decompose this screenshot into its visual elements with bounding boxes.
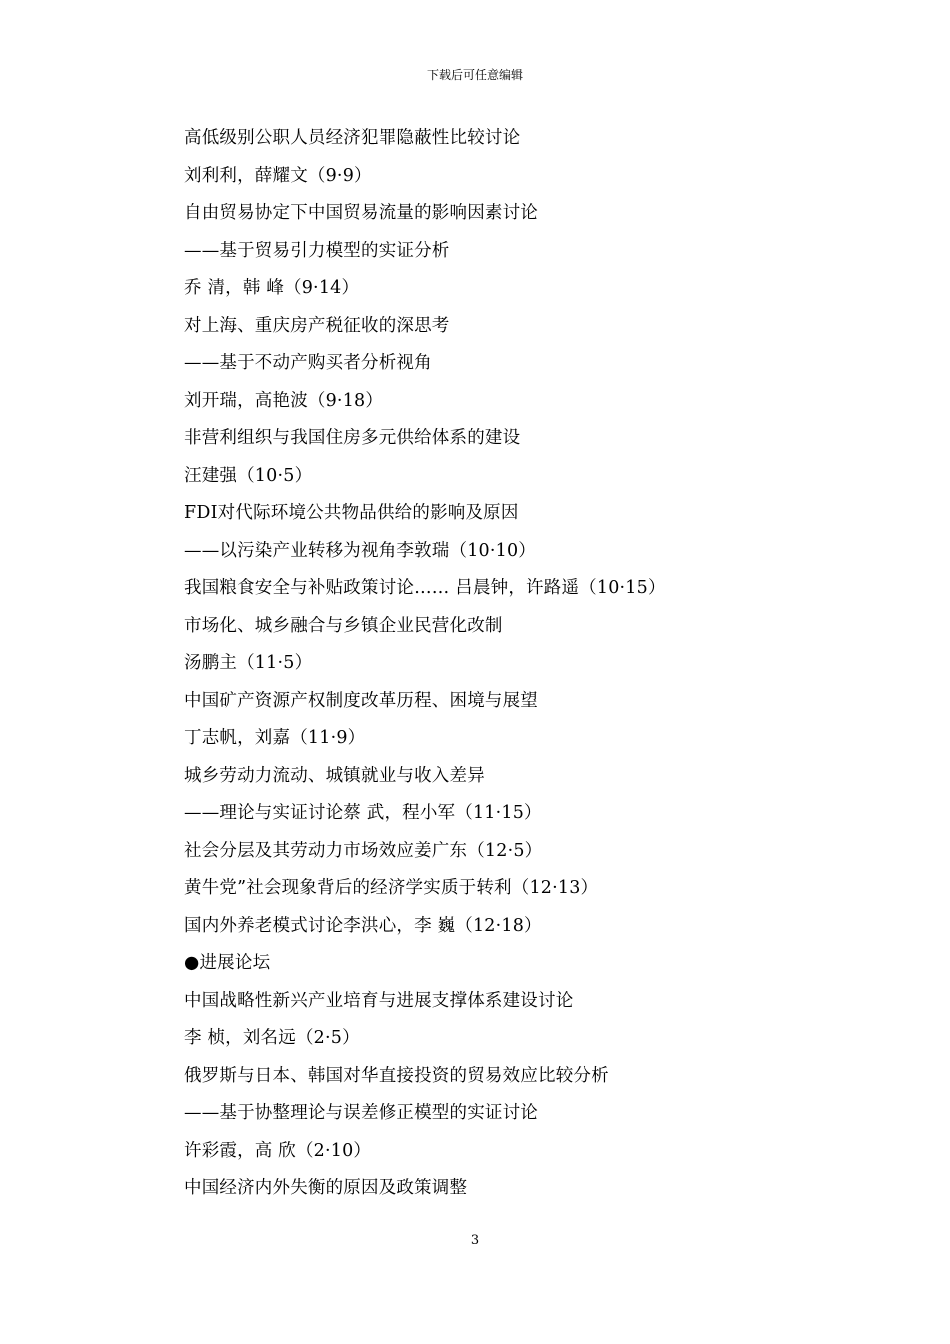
text-line: 中国矿产资源产权制度改革历程、困境与展望 — [184, 690, 538, 711]
text-line: 中国经济内外失衡的原因及政策调整 — [184, 1178, 468, 1198]
text-line: ——以污染产业转移为视角李敦瑞（10·10） — [184, 540, 536, 561]
text-line: 黄牛党”社会现象背后的经济学实质于转利（12·13） — [184, 878, 599, 898]
text-line: ——基于贸易引力模型的实证分析 — [184, 240, 450, 261]
text-line: ——理论与实证讨论蔡 武，程小军（11·15） — [184, 803, 542, 823]
text-line: 高低级别公职人员经济犯罪隐蔽性比较讨论 — [184, 128, 521, 148]
text-line: 汤鹏主（11·5） — [184, 653, 313, 673]
text-line: 乔 清，韩 峰（9·14） — [184, 278, 360, 298]
text-line: ——基于协整理论与误差修正模型的实证讨论 — [184, 1103, 538, 1123]
text-line: 对上海、重庆房产税征收的深思考 — [184, 315, 450, 336]
text-line: 非营利组织与我国住房多元供给体系的建设 — [184, 428, 521, 448]
text-line: 中国战略性新兴产业培育与进展支撑体系建设讨论 — [184, 990, 574, 1011]
text-line: 李 桢，刘名远（2·5） — [184, 1028, 360, 1048]
text-line: 社会分层及其劳动力市场效应姜广东（12·5） — [184, 840, 543, 861]
text-line: 刘利利，薛耀文（9·9） — [184, 165, 372, 186]
page-number: 3 — [470, 1233, 480, 1248]
text-line: ——基于不动产购买者分析视角 — [184, 353, 432, 373]
page-header: 下载后可任意编辑 — [426, 68, 523, 82]
text-line: 国内外养老模式讨论李洪心，李 巍（12·18） — [184, 915, 542, 936]
text-line: FDI对代际环境公共物品供给的影响及原因 — [184, 503, 519, 523]
text-line: 市场化、城乡融合与乡镇企业民营化改制 — [184, 615, 503, 636]
text-line: 汪建强（10·5） — [184, 465, 313, 486]
document-body — [184, 124, 904, 1212]
text-line: 刘开瑞，高艳波（9·18） — [184, 390, 384, 411]
text-line: 俄罗斯与日本、韩国对华直接投资的贸易效应比较分析 — [184, 1065, 609, 1086]
text-line: 丁志帆，刘嘉（11·9） — [184, 728, 366, 748]
section-heading: ●进展论坛 — [184, 953, 271, 973]
text-line: 城乡劳动力流动、城镇就业与收入差异 — [184, 765, 485, 786]
text-line: 许彩霞，高 欣（2·10） — [184, 1140, 372, 1161]
text-line: 我国粮食安全与补贴政策讨论…… 吕晨钟，许路遥（10·15） — [184, 578, 666, 598]
text-line: 自由贸易协定下中国贸易流量的影响因素讨论 — [184, 203, 538, 223]
